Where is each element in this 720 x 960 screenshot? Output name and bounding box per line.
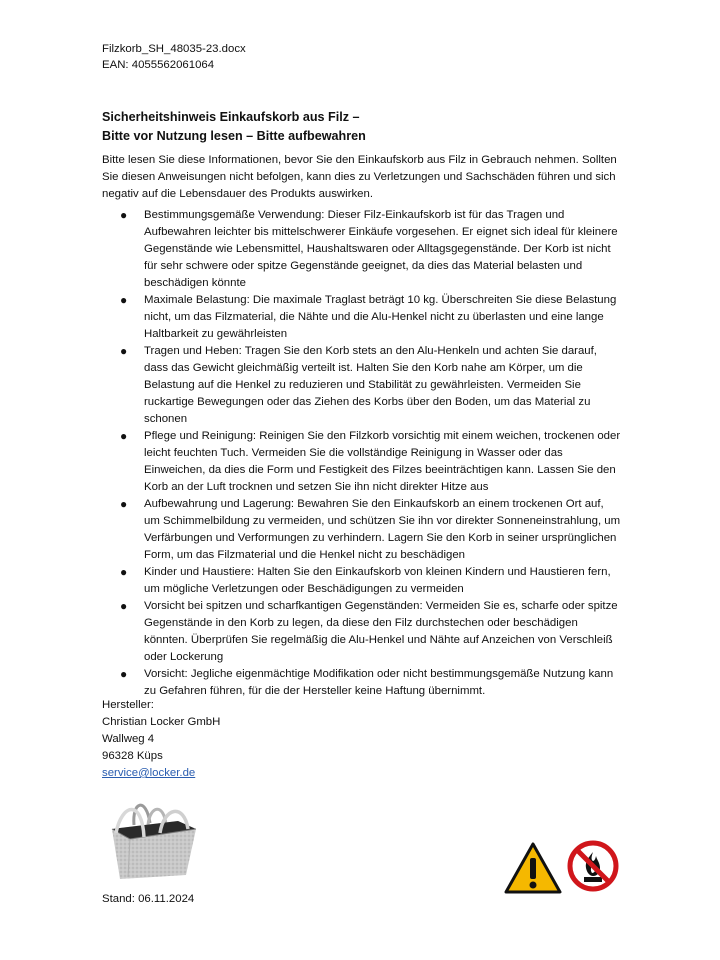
list-item-text: Tragen und Heben: Tragen Sie den Korb stets an den Alu-Henkeln und achten Sie darauf, dass das Gewicht gleichmäßig verteilt ist. Halten Sie den Korb nahe am Körper, um die Belastung auf die Henkel zu reduzieren und Stabilität zu gewährleisten. Vermeiden Sie ruckartige Bewegungen oder das Ziehen des Korbs über den Boden, um das Material zu schonen <box>144 345 597 425</box>
bullet-icon: ● <box>120 667 128 681</box>
list-item <box>102 564 622 598</box>
manufacturer-label: Hersteller: <box>102 699 154 711</box>
manufacturer-city: 96328 Küps <box>102 750 163 762</box>
bullet-icon: ● <box>120 429 128 443</box>
document-meta <box>102 41 246 73</box>
list-item <box>102 496 622 564</box>
list-item <box>102 292 622 343</box>
list-item-text: Vorsicht: Jegliche eigenmächtige Modifikation oder nicht bestimmungsgemäße Nutzung kann zu Gefahren führen, für die der Hersteller keine Haftung übernimmt. <box>144 668 614 697</box>
list-item <box>102 207 622 292</box>
list-item-text: Pflege und Reinigung: Reinigen Sie den Filzkorb vorsichtig mit einem weichen, trockenen oder leicht feuchten Tuch. Vermeiden Sie die vollständige Reinigung in Wasser oder das Einweichen, da dies die Form und Festigkeit des Filzes beeinträchtigen kann. Lassen Sie den Korb an der Luft trocknen und setzen Sie ihn nicht direkter Hitze aus <box>144 430 621 493</box>
manufacturer-name: Christian Locker GmbH <box>102 716 221 728</box>
document-title <box>102 108 366 146</box>
bullet-icon: ● <box>120 344 128 358</box>
felt-basket-image <box>104 795 200 881</box>
bullet-icon: ● <box>120 565 128 579</box>
title-line-2: Bitte vor Nutzung lesen – Bitte aufbewahren <box>102 129 366 143</box>
list-item <box>102 598 622 666</box>
list-item <box>102 428 622 496</box>
manufacturer-street: Wallweg 4 <box>102 733 155 745</box>
ean-number: EAN: 4055562061064 <box>102 59 215 71</box>
bullet-icon: ● <box>120 293 128 307</box>
list-item-text: Maximale Belastung: Die maximale Traglast beträgt 10 kg. Überschreiten Sie diese Belastung nicht, um das Filzmaterial, die Nähte und die Alu-Henkel nicht zu überlasten und eine lange Haltbarkeit zu gewährleisten <box>144 294 617 340</box>
file-name: Filzkorb_SH_48035-23.docx <box>102 43 246 55</box>
safety-points-list <box>102 207 622 700</box>
list-item-text: Bestimmungsgemäße Verwendung: Dieser Filz-Einkaufskorb ist für das Tragen und Aufbewahren leichter bis mittelschwerer Einkäufe vorgesehen. Er eignet sich ideal für kleinere Gegenstände wie Lebensmittel, Haushaltswaren oder Alltagsgegenstände. Der Korb ist nicht für sehr schwere oder spitze Gegenstände geeignet, da dies das Material belasten und beschädigen könnte <box>144 209 618 289</box>
title-line-1: Sicherheitshinweis Einkaufskorb aus Filz – <box>102 110 360 124</box>
list-item <box>102 343 622 428</box>
list-item-text: Kinder und Haustiere: Halten Sie den Einkaufskorb von kleinen Kindern und Haustieren fern, um mögliche Verletzungen oder Beschädigungen zu vermeiden <box>144 566 611 595</box>
bullet-icon: ● <box>120 599 128 613</box>
list-item <box>102 666 622 700</box>
bullet-icon: ● <box>120 208 128 222</box>
list-item-text: Vorsicht bei spitzen und scharfkantigen Gegenständen: Vermeiden Sie es, scharfe oder spitze Gegenstände in den Korb zu legen, da diese den Filz durchstechen oder beschädigen könnten. Überprüfen Sie regelmäßig die Alu-Henkel und Nähte auf Anzeichen von Verschleiß oder Lockerung <box>144 600 618 663</box>
email-link[interactable]: service@locker.de <box>102 767 196 779</box>
intro-paragraph: Bitte lesen Sie diese Informationen, bevor Sie den Einkaufskorb aus Filz in Gebrauch nehmen. Sollten Sie diesen Anweisungen nicht befolgen, kann dies zu Verletzungen und Sachschäden führen und sich negativ auf die Lebensdauer des Produkts auswirken. <box>102 154 617 200</box>
warning-triangle-icon <box>503 841 563 895</box>
revision-date: Stand: 06.11.2024 <box>102 893 195 905</box>
list-item-text: Aufbewahrung und Lagerung: Bewahren Sie den Einkaufskorb an einem trockenen Ort auf, um Schimmelbildung zu vermeiden, und schützen Sie ihn vor direkter Sonneneinstrahlung, um Verfärbungen und Verformungen zu verhindern. Lagern Sie den Korb in seiner ursprünglichen Form, um das Filzmaterial und die Henkel nicht zu beschädigen <box>144 498 621 561</box>
bullet-icon: ● <box>120 497 128 511</box>
no-open-fire-icon <box>566 839 620 893</box>
manufacturer-block <box>102 697 220 782</box>
